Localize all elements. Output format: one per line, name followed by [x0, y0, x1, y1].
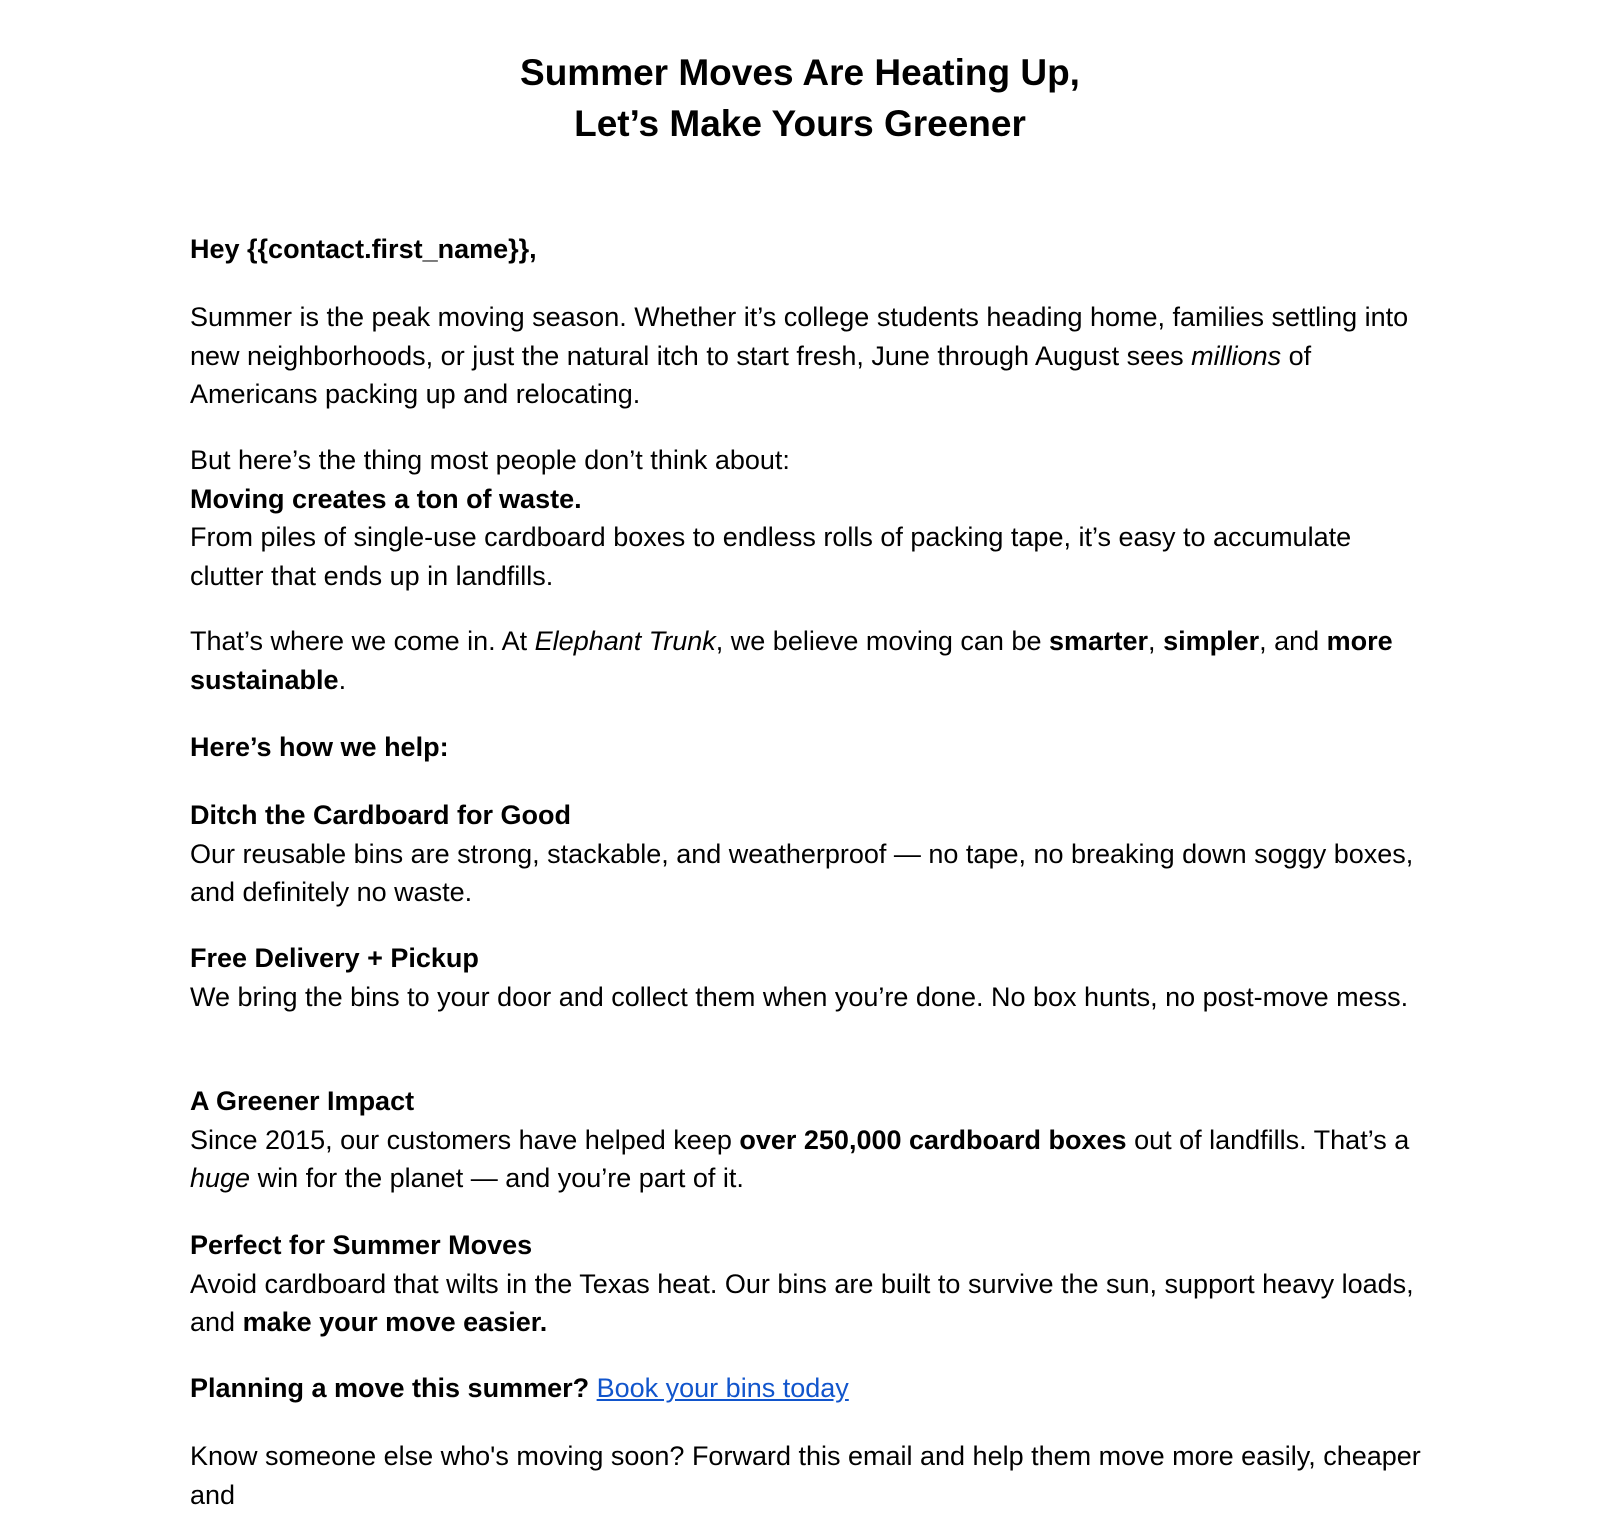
feature-item — [190, 796, 1430, 912]
email-title — [0, 0, 1600, 149]
about-end: . — [338, 664, 347, 695]
about-text-1: That’s where we come in. At — [190, 626, 535, 656]
feature-heading: Free Delivery + Pickup — [190, 943, 479, 973]
waste-paragraph — [190, 441, 1430, 595]
intro-text-2: of Americans packing up and relocating. — [190, 340, 1312, 409]
help-heading: Here’s how we help: — [190, 732, 449, 762]
feature-body: Our reusable bins are strong, stackable, and weatherproof — no tape, no breaking down soggy boxes, and definitely no waste. — [190, 838, 1414, 907]
about-word-simpler: simpler — [1163, 626, 1260, 656]
feature-body: We bring the bins to your door and collect them when you’re done. No box hunts, no post-move mess. — [190, 981, 1409, 1012]
feature-body-text-1: Since 2015, our customers have helped keep — [190, 1124, 740, 1155]
title-line-1: Summer Moves Are Heating Up, — [520, 52, 1080, 93]
feature-heading: Perfect for Summer Moves — [190, 1230, 533, 1260]
feature-body-text-2: out of landfills. That’s a — [1126, 1124, 1410, 1155]
title-line-2: Let’s Make Yours Greener — [574, 103, 1026, 144]
feature-item — [190, 1226, 1430, 1342]
cta-question: Planning a move this summer? — [190, 1373, 597, 1403]
feature-body-italic: huge — [190, 1163, 251, 1193]
brand-name: Elephant Trunk — [534, 626, 716, 656]
feature-body-text-1: Avoid cardboard that wilts in the Texas heat. Our bins are built to survive the sun, support heavy loads, and — [190, 1268, 1414, 1337]
cta-paragraph — [190, 1369, 1430, 1408]
greeting: Hey {{contact.first_name}}, — [190, 234, 537, 264]
book-bins-link[interactable]: Book your bins today — [596, 1373, 849, 1403]
feature-heading: A Greener Impact — [190, 1086, 415, 1116]
feature-heading: Ditch the Cardboard for Good — [190, 800, 571, 830]
about-word-sustainable: more sustainable — [190, 626, 1393, 695]
intro-text-1: Summer is the peak moving season. Whether it’s college students heading home, families settling into new neighborhoods, or just the natural itch to start fresh, June through August sees — [190, 302, 1409, 371]
forward-paragraph: Know someone else who's moving soon? Forward this email and help them move more easily, cheaper and — [190, 1441, 1421, 1510]
about-word-smarter: smarter — [1048, 626, 1149, 656]
feature-body-bold: make your move easier. — [242, 1307, 548, 1337]
waste-body: From piles of single-use cardboard boxes to endless rolls of packing tape, it’s easy to accumulate clutter that ends up in landfills. — [190, 522, 1352, 591]
waste-lead: But here’s the thing most people don’t think about: — [190, 445, 790, 475]
intro-paragraph — [190, 298, 1430, 414]
intro-emphasis: millions — [1191, 340, 1282, 371]
waste-bold-statement: Moving creates a ton of waste. — [190, 483, 582, 514]
about-sep-2: , and — [1259, 626, 1327, 656]
feature-body-text-3: win for the planet — and you’re part of it. — [250, 1163, 744, 1193]
about-sep-1: , — [1148, 626, 1164, 656]
feature-item — [190, 939, 1430, 1016]
about-text-2: , we believe moving can be — [715, 626, 1049, 656]
about-paragraph — [190, 622, 1430, 699]
feature-body-bold: over 250,000 cardboard boxes — [739, 1124, 1127, 1155]
feature-item — [190, 1082, 1430, 1198]
